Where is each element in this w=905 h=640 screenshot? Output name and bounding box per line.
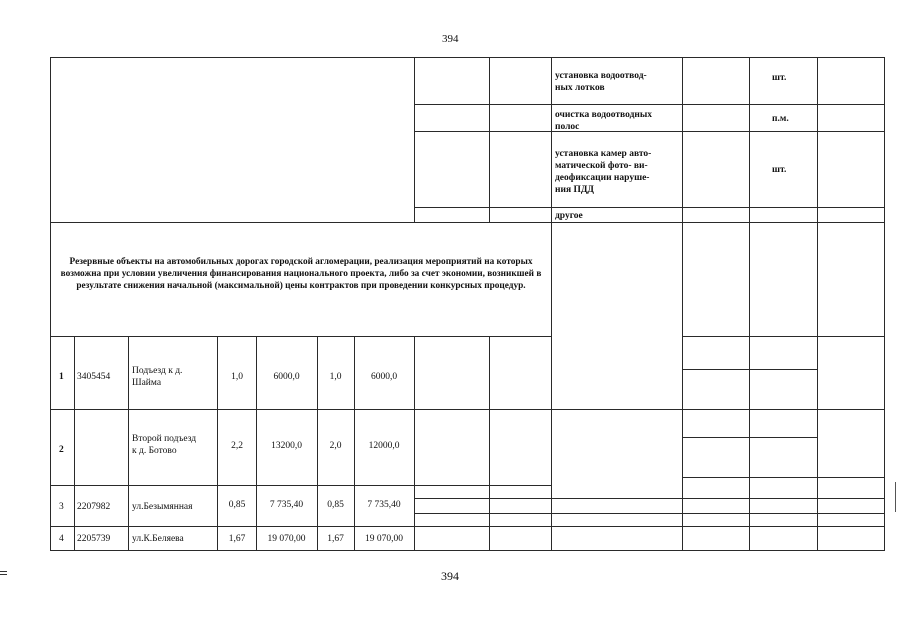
table-rule xyxy=(414,498,885,499)
work-type-label: очистка водоотводных полос xyxy=(555,110,653,132)
table-rule xyxy=(414,513,885,514)
table-rule xyxy=(50,57,51,551)
unit-label: шт. xyxy=(772,165,787,175)
table-rule xyxy=(50,57,885,58)
road-name: ул.Безымянная xyxy=(132,502,193,512)
road-name: ул.К.Беляева xyxy=(132,534,184,544)
table-rule xyxy=(682,336,884,337)
cost-value: 7 735,40 xyxy=(269,500,304,510)
scan-mark xyxy=(0,574,7,575)
length-value: 0,85 xyxy=(228,500,246,510)
road-name: Второй подъезд к д. Ботово xyxy=(132,434,197,456)
cost-value: 19 070,00 xyxy=(267,534,306,544)
table-rule xyxy=(50,550,885,551)
unit-label: п.м. xyxy=(772,114,789,124)
table-rule xyxy=(50,222,885,223)
table-rule xyxy=(682,369,817,370)
unit-label: шт. xyxy=(772,73,787,83)
table-rule xyxy=(50,526,885,527)
road-name: Подъезд к д. Шайма xyxy=(132,366,183,388)
cost-value: 6000,0 xyxy=(370,372,398,382)
table-rule xyxy=(414,336,415,551)
length-value: 2,2 xyxy=(231,441,243,451)
cost-value: 7 735,40 xyxy=(367,500,401,510)
cost-value: 6000,0 xyxy=(273,372,300,382)
scan-mark xyxy=(0,571,7,572)
length-value: 1,0 xyxy=(329,372,342,382)
cost-value: 12000,0 xyxy=(368,441,400,451)
page-number-top: 394 xyxy=(442,33,459,45)
table-rule xyxy=(414,207,885,208)
table-rule xyxy=(50,485,551,486)
road-code: 2205739 xyxy=(77,534,111,544)
table-rule xyxy=(414,57,415,222)
work-type-label: установка водоотвод- ных лотков xyxy=(555,71,647,93)
reserve-objects-heading: Резервные объекты на автомобильных дорогах городской агломерации, реализация мероприятий на которых возможна при условии увеличения финансирования национального проекта, либо за счет экономии, возникшей в результате снижения начальной (максимальной) цены контрактов при проведении конкурсных процедур. xyxy=(60,257,542,291)
cost-value: 13200,0 xyxy=(271,441,302,451)
table-rule xyxy=(682,437,817,438)
road-code: 3405454 xyxy=(77,372,111,382)
row-number: 2 xyxy=(59,445,64,455)
table-rule xyxy=(74,336,75,551)
length-value: 1,67 xyxy=(327,534,344,544)
row-number: 4 xyxy=(59,534,64,544)
scan-mark xyxy=(895,482,896,512)
length-value: 2,0 xyxy=(329,441,342,451)
work-type-label: другое xyxy=(555,211,583,221)
table-rule xyxy=(489,336,490,551)
table-rule xyxy=(682,477,885,478)
length-value: 0,85 xyxy=(327,500,344,510)
page-number-bottom: 394 xyxy=(441,569,459,583)
table-rule xyxy=(50,409,885,410)
table-rule xyxy=(414,104,885,105)
work-type-label: установка камер авто- матической фото- ви- деофиксации наруше- ния ПДД xyxy=(555,149,652,195)
length-value: 1,67 xyxy=(228,534,246,544)
length-value: 1,0 xyxy=(231,372,243,382)
cost-value: 19 070,00 xyxy=(365,534,403,544)
table-rule xyxy=(489,57,490,222)
table-rule xyxy=(50,336,551,337)
table-rule xyxy=(128,336,129,551)
row-number: 3 xyxy=(59,502,64,512)
row-number: 1 xyxy=(59,372,64,382)
road-code: 2207982 xyxy=(77,502,111,512)
table-rule xyxy=(551,57,552,551)
